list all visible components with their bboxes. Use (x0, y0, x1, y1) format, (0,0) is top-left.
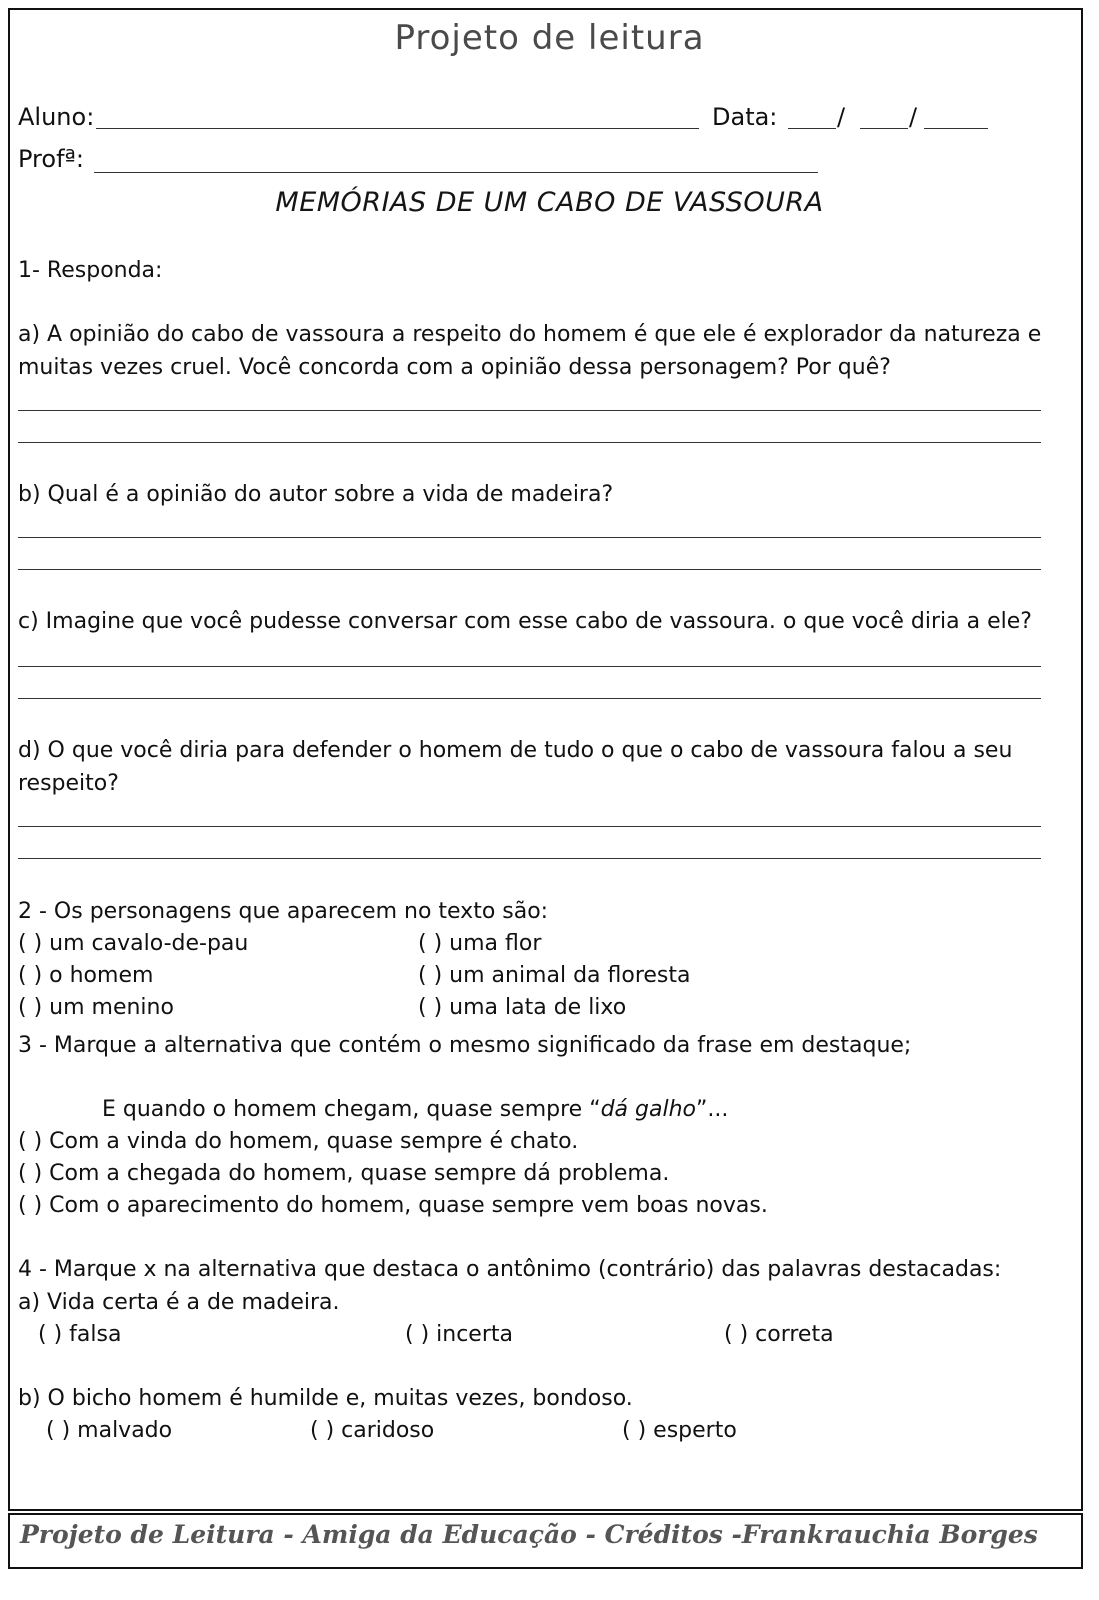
prof-label: Profª: (18, 145, 84, 173)
q1c-text: c) Imagine que você pudesse conversar com esse cabo de vassoura. o que você diria a ele? (18, 609, 1032, 634)
q3-option[interactable]: ( ) Com o aparecimento do homem, quase sempre vem boas novas. (18, 1193, 768, 1218)
footer-credits: Projeto de Leitura - Amiga da Educação - Créditos -Frankrauchia Borges (20, 1520, 1038, 1549)
q4a-option[interactable]: ( ) falsa (38, 1322, 122, 1347)
q4a-text: a) Vida certa é a de madeira. (18, 1290, 340, 1315)
q2-option[interactable]: ( ) o homem (18, 963, 154, 988)
q1d-text: respeito? (18, 771, 119, 796)
q4a-option[interactable]: ( ) correta (724, 1322, 834, 1347)
q3-quote-highlight: dá galho (600, 1097, 696, 1122)
q3-quote-suffix: ”... (696, 1097, 729, 1122)
q1a-text: muitas vezes cruel. Você concorda com a opinião dessa personagem? Por quê? (18, 355, 891, 380)
answer-line[interactable] (18, 410, 1041, 411)
worksheet-heading: MEMÓRIAS DE UM CABO DE VASSOURA (275, 187, 824, 218)
q3-label: 3 - Marque a alternativa que contém o mesmo significado da frase em destaque; (18, 1033, 912, 1058)
q4b-text: b) O bicho homem é humilde e, muitas vezes, bondoso. (18, 1386, 633, 1411)
q1b-text: b) Qual é a opinião do autor sobre a vida de madeira? (18, 482, 614, 507)
answer-line[interactable] (18, 698, 1041, 699)
q3-quote (102, 1097, 728, 1123)
q3-option[interactable]: ( ) Com a chegada do homem, quase sempre dá problema. (18, 1161, 670, 1186)
answer-line[interactable] (18, 858, 1041, 859)
q2-option[interactable]: ( ) um animal da floresta (418, 963, 691, 988)
q4a-option[interactable]: ( ) incerta (405, 1322, 513, 1347)
q2-option[interactable]: ( ) um menino (18, 995, 174, 1020)
q2-option[interactable]: ( ) uma flor (418, 931, 542, 956)
q2-label: 2 - Os personagens que aparecem no texto são: (18, 899, 549, 924)
answer-line[interactable] (18, 537, 1041, 538)
q1a-text: a) A opinião do cabo de vassoura a respeito do homem é que ele é explorador da natureza e (18, 322, 1042, 347)
answer-line[interactable] (18, 442, 1041, 443)
page-title: Projeto de leitura (394, 18, 705, 58)
date-year-field[interactable] (924, 128, 988, 129)
q3-option[interactable]: ( ) Com a vinda do homem, quase sempre é chato. (18, 1129, 579, 1154)
aluno-label: Aluno: (18, 103, 95, 131)
date-separator: / (837, 103, 846, 131)
q4b-option[interactable]: ( ) esperto (622, 1418, 737, 1443)
q2-option[interactable]: ( ) uma lata de lixo (418, 995, 627, 1020)
q4-label: 4 - Marque x na alternativa que destaca o antônimo (contrário) das palavras destacadas: (18, 1257, 1002, 1282)
q2-option[interactable]: ( ) um cavalo-de-pau (18, 931, 249, 956)
q1d-text: d) O que você diria para defender o homem de tudo o que o cabo de vassoura falou a seu (18, 738, 1013, 763)
prof-field[interactable] (94, 172, 818, 173)
data-label: Data: (712, 103, 778, 131)
q4b-option[interactable]: ( ) malvado (46, 1418, 173, 1443)
answer-line[interactable] (18, 666, 1041, 667)
date-day-field[interactable] (788, 128, 836, 129)
answer-line[interactable] (18, 569, 1041, 570)
aluno-field[interactable] (96, 128, 699, 129)
q1-label: 1- Responda: (18, 258, 163, 283)
q4b-option[interactable]: ( ) caridoso (310, 1418, 435, 1443)
q3-quote-prefix: E quando o homem chegam, quase sempre “ (102, 1097, 601, 1122)
date-month-field[interactable] (860, 128, 908, 129)
answer-line[interactable] (18, 826, 1041, 827)
date-separator: / (909, 103, 918, 131)
